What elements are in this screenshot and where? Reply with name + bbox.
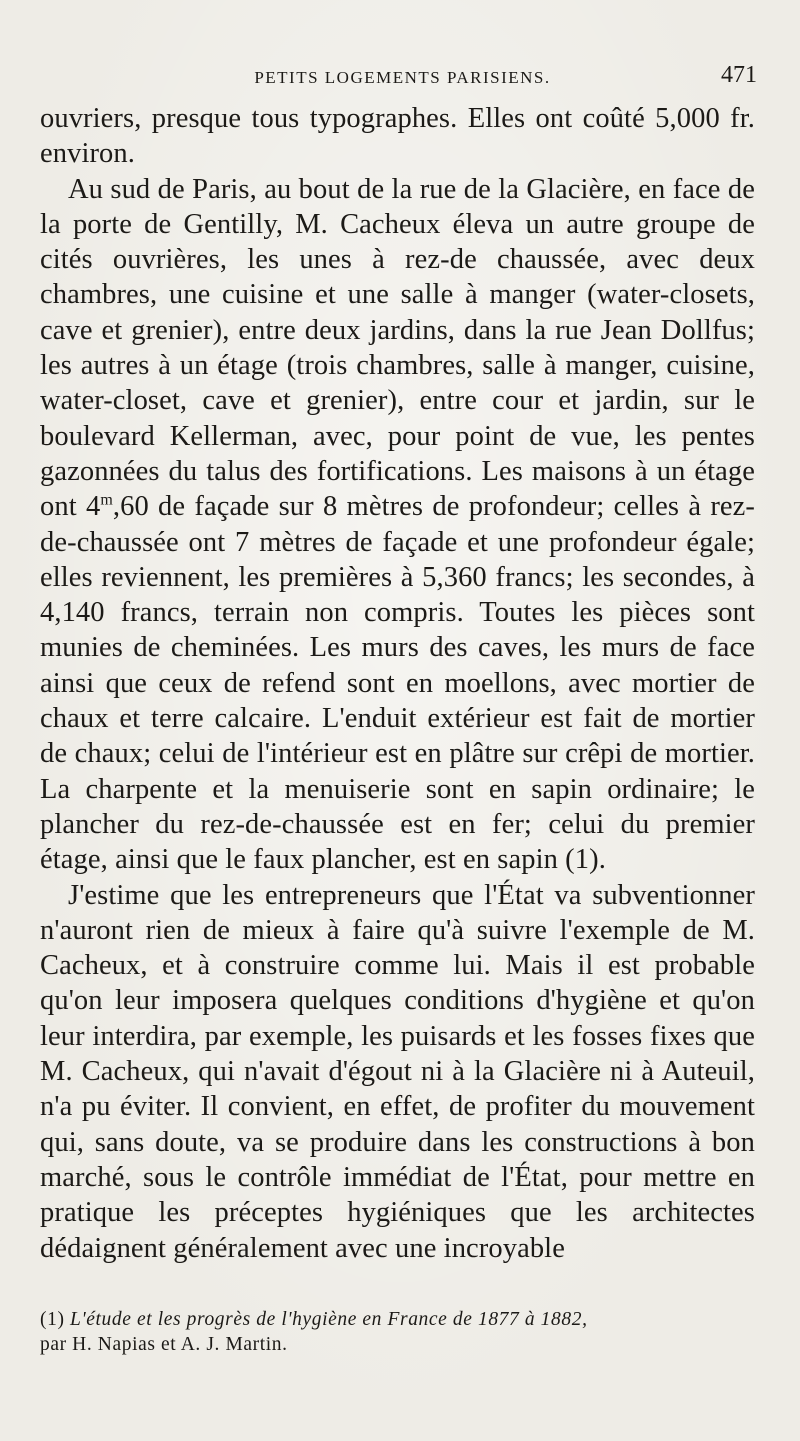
paragraph-entrepreneurs: J'estime que les entrepreneurs que l'État va subventionner n'auront rien de mieux à faire qu'à suivre l'exemple de M. Cacheux, et à construire comme lui. Mais il est probable qu'on leur imposera quelques conditions d'hygiène et qu'on leur interdira, par exemple, les puisards et les fosses fixes que M. Cacheux, qui n'avait d'égout ni à la Glacière ni à Auteuil, n'a pu éviter. Il convient, en effet, de profiter du mouvement qui, sans doute, va se produire dans les constructions à bon marché, sous le contrôle immédiat de l'État, pour mettre en pratique les préceptes hygiéniques que les architectes dédaignent généralement avec une incroyable xyxy=(40,879,755,1264)
footnote-marker: (1) xyxy=(40,1309,65,1330)
paragraph-cacheux-glaciere xyxy=(40,172,755,878)
paragraph-continuation: ouvriers, presque tous typographes. Elles ont coûté 5,000 fr. environ. xyxy=(40,103,755,170)
paragraph-text-before-superscript: Au sud de Paris, au bout de la rue de la Glacière, en face de la porte de Gentilly, M. Cacheux éleva un autre groupe de cités ouvrières, les unes à rez-de chaussée, avec deux chambres, une cuisine et une salle à manger (water-closets, cave et grenier), entre deux jardins, dans la rue Jean Dollfus; les autres à un étage (trois chambres, salle à manger, cuisine, water-closet, cave et grenier), entre cour et jardin, sur le boulevard Kellerman, avec, pour point de vue, les pentes gazonnées du talus des fortifications. Les maisons à un étage ont 4 xyxy=(40,173,755,523)
paragraph-text-after-superscript: ,60 de façade sur 8 mètres de profondeur; celles à rez-de-chaussée ont 7 mètres de façade et une profondeur égale; elles reviennent, les premières à 5,360 francs; les secondes, à 4,140 francs, terrain non compris. Toutes les pièces sont munies de cheminées. Les murs des caves, les murs de face ainsi que ceux de refend sont en moellons, avec mortier de chaux et terre calcaire. L'enduit extérieur est fait de mortier de chaux; celui de l'intérieur est en plâtre sur crêpi de mortier. La charpente et la menuiserie sont en sapin ordinaire; le plancher du rez-de-chaussée est en fer; celui du premier étage, ainsi que le faux plancher, est en sapin (1). xyxy=(40,491,755,876)
footnote-authors: par H. Napias et A. J. Martin. xyxy=(40,1334,288,1355)
running-head xyxy=(40,62,765,92)
footnote-title: L'étude et les progrès de l'hygiène en France de 1877 à 1882, xyxy=(70,1309,588,1330)
meter-superscript: m xyxy=(100,491,113,509)
footnote xyxy=(40,1307,758,1357)
body-text xyxy=(40,101,755,1266)
page-number: 471 xyxy=(721,62,757,88)
running-title: PETITS LOGEMENTS PARISIENS. xyxy=(254,68,551,87)
